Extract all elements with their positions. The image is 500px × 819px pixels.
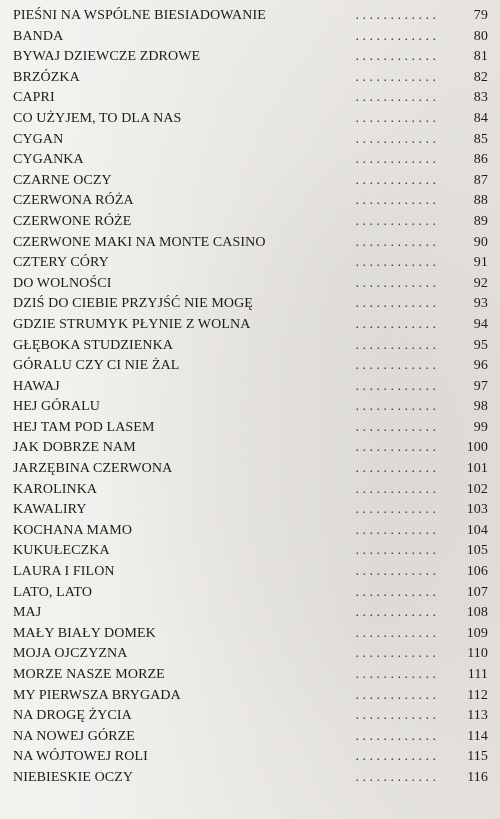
dot-leader: . . . . . . . . . . . . [355,461,436,477]
toc-entry-title: CYGAN [13,131,64,147]
dot-leader: . . . . . . . . . . . . [355,687,436,703]
toc-entry [13,747,488,768]
toc-entry-page-number: 84 [473,110,488,126]
dot-leader: . . . . . . . . . . . . [355,564,436,580]
toc-entry-title: NA WÓJTOWEJ ROLI [13,749,148,765]
toc-entry-page-number: 103 [466,502,488,518]
toc-entry-title: CZERWONA RÓŻA [13,193,134,209]
dot-leader: . . . . . . . . . . . . [355,419,436,435]
toc-entry [13,212,488,233]
dot-leader: . . . . . . . . . . . . [355,152,436,168]
toc-entry-title: BRZÓZKA [13,69,80,85]
toc-entry-title: NA NOWEJ GÓRZE [13,728,135,744]
dot-leader: . . . . . . . . . . . . [355,605,436,621]
toc-entry-title: JARZĘBINA CZERWONA [13,461,173,477]
toc-entry [13,315,488,336]
toc-entry [13,27,488,48]
toc-entry-page-number: 81 [473,49,488,65]
toc-entry-title: DO WOLNOŚCI [13,275,112,291]
toc-entry-page-number: 97 [473,378,488,394]
dot-leader: . . . . . . . . . . . . [355,358,436,374]
dot-leader: . . . . . . . . . . . . [355,296,436,312]
dot-leader: . . . . . . . . . . . . [355,440,436,456]
toc-entry-title: PIEŚNI NA WSPÓLNE BIESIADOWANIE [13,8,266,23]
toc-entry-title: JAK DOBRZE NAM [13,440,136,456]
toc-entry-title: KAWALIRY [13,502,87,518]
toc-entry-title: CYGANKA [13,152,84,168]
toc-entry-title: CO UŻYJEM, TO DLA NAS [13,110,182,126]
toc-entry-title: HAWAJ [13,378,60,394]
dot-leader: . . . . . . . . . . . . [355,275,436,291]
toc-entry-title: CZTERY CÓRY [13,255,109,271]
toc-entry-page-number: 112 [467,687,488,703]
dot-leader: . . . . . . . . . . . . [355,728,436,744]
toc-entry [13,68,488,89]
toc-entry-title: CAPRI [13,90,55,106]
toc-entry-title: DZIŚ DO CIEBIE PRZYJŚĆ NIE MOGĘ [13,296,253,312]
toc-entry-page-number: 85 [473,131,488,147]
toc-entry-page-number: 90 [473,234,488,250]
toc-entry-title: BYWAJ DZIEWCZE ZDROWE [13,49,201,65]
dot-leader: . . . . . . . . . . . . [355,481,436,497]
toc-entry [13,500,488,521]
toc-entry-page-number: 89 [473,213,488,229]
toc-entry-page-number: 114 [467,728,488,744]
toc-entry-page-number: 80 [473,28,488,44]
dot-leader: . . . . . . . . . . . . [355,337,436,353]
toc-entry-title: CZERWONE MAKI NA MONTE CASINO [13,234,266,250]
toc-entry-title: MAŁY BIAŁY DOMEK [13,625,156,641]
toc-entry-title: MORZE NASZE MORZE [13,667,165,682]
toc-entry-title: BANDA [13,28,64,44]
toc-entry-page-number: 107 [466,584,488,600]
dot-leader: . . . . . . . . . . . . [355,8,436,23]
dot-leader: . . . . . . . . . . . . [355,769,436,785]
toc-entry-page-number: 79 [473,8,488,23]
toc-entry [13,603,488,624]
toc-entry-page-number: 110 [467,646,488,662]
toc-entry-title: KAROLINKA [13,481,98,497]
dot-leader: . . . . . . . . . . . . [355,646,436,662]
toc-entry-title: KOCHANA MAMO [13,522,133,538]
toc-entry-title: CZARNE OCZY [13,172,112,188]
toc-entry-page-number: 83 [473,90,488,106]
toc-entry [13,397,488,418]
dot-leader: . . . . . . . . . . . . [355,749,436,765]
dot-leader: . . . . . . . . . . . . [355,708,436,724]
toc-entry-page-number: 92 [473,275,488,291]
dot-leader: . . . . . . . . . . . . [355,625,436,641]
toc-entry [13,253,488,274]
toc-entry-page-number: 100 [466,440,488,456]
toc-entry-page-number: 98 [473,399,488,415]
dot-leader: . . . . . . . . . . . . [355,110,436,126]
toc-entry [13,109,488,130]
toc-entry [13,480,488,501]
toc-entry [13,233,488,254]
dot-leader: . . . . . . . . . . . . [355,90,436,106]
toc-entry-page-number: 95 [473,337,488,353]
toc-entry-page-number: 116 [467,769,488,785]
toc-entry [13,438,488,459]
toc-entry [13,418,488,439]
toc-entry-page-number: 106 [466,564,488,580]
dot-leader: . . . . . . . . . . . . [355,667,436,682]
toc-entry-title: MY PIERWSZA BRYGADA [13,687,181,703]
toc-entry [13,665,488,686]
dot-leader: . . . . . . . . . . . . [355,131,436,147]
dot-leader: . . . . . . . . . . . . [355,234,436,250]
toc-entry-title: LATO, LATO [13,584,93,600]
dot-leader: . . . . . . . . . . . . [355,28,436,44]
dot-leader: . . . . . . . . . . . . [355,522,436,538]
toc-entry-page-number: 86 [473,152,488,168]
toc-entry-page-number: 87 [473,172,488,188]
dot-leader: . . . . . . . . . . . . [355,378,436,394]
toc-entry [13,150,488,171]
toc-entry [13,686,488,707]
toc-entry-title: GŁĘBOKA STUDZIENKA [13,337,174,353]
toc-entry [13,294,488,315]
toc-entry [13,727,488,748]
toc-entry [13,336,488,357]
toc-entry-page-number: 105 [466,543,488,559]
toc-entry [13,130,488,151]
dot-leader: . . . . . . . . . . . . [355,172,436,188]
dot-leader: . . . . . . . . . . . . [355,502,436,518]
toc-entry-title: NIEBIESKIE OCZY [13,769,134,785]
toc-entry-page-number: 91 [473,255,488,271]
toc-entry [13,377,488,398]
toc-entry [13,47,488,68]
toc-entry-page-number: 96 [473,358,488,374]
toc-entry [13,356,488,377]
toc-entry-page-number: 82 [473,69,488,85]
toc-entry [13,706,488,727]
toc-entry [13,583,488,604]
dot-leader: . . . . . . . . . . . . [355,543,436,559]
toc-entry [13,191,488,212]
toc-entry-page-number: 102 [466,481,488,497]
dot-leader: . . . . . . . . . . . . [355,69,436,85]
toc-entry [13,562,488,583]
dot-leader: . . . . . . . . . . . . [355,49,436,65]
toc-entry [13,541,488,562]
toc-entry-page-number: 111 [467,667,488,682]
dot-leader: . . . . . . . . . . . . [355,399,436,415]
toc-entry-title: HEJ GÓRALU [13,399,100,415]
toc-entry-page-number: 88 [473,193,488,209]
toc-entry-title: KUKUŁECZKA [13,543,110,559]
toc-entry-title: GDZIE STRUMYK PŁYNIE Z WOLNA [13,316,251,332]
toc-entry [13,459,488,480]
dot-leader: . . . . . . . . . . . . [355,213,436,229]
toc-entry-page-number: 113 [467,708,488,724]
dot-leader: . . . . . . . . . . . . [355,255,436,271]
toc-entry-page-number: 94 [473,316,488,332]
toc-entry-page-number: 104 [466,522,488,538]
toc-entry-title: NA DROGĘ ŻYCIA [13,708,132,724]
dot-leader: . . . . . . . . . . . . [355,316,436,332]
toc-entry-page-number: 93 [473,296,488,312]
toc-entry-page-number: 101 [466,461,488,477]
toc-entry [13,624,488,645]
table-of-contents [13,6,488,789]
toc-entry [13,521,488,542]
toc-entry-title: GÓRALU CZY CI NIE ŻAL [13,358,180,374]
dot-leader: . . . . . . . . . . . . [355,193,436,209]
toc-entry-title: MAJ [13,605,42,621]
toc-entry-page-number: 99 [473,419,488,435]
toc-entry-page-number: 109 [466,625,488,641]
toc-entry-title: HEJ TAM POD LASEM [13,419,155,435]
toc-entry [13,644,488,665]
toc-entry-page-number: 115 [467,749,488,765]
toc-entry-page-number: 108 [466,605,488,621]
toc-entry-title: CZERWONE RÓŻE [13,213,132,229]
toc-entry-title: MOJA OJCZYZNA [13,646,128,662]
toc-entry-title: LAURA I FILON [13,564,115,580]
toc-entry [13,171,488,192]
toc-entry [13,768,488,789]
toc-entry [13,88,488,109]
toc-entry [13,274,488,295]
dot-leader: . . . . . . . . . . . . [355,584,436,600]
toc-entry [13,6,488,27]
